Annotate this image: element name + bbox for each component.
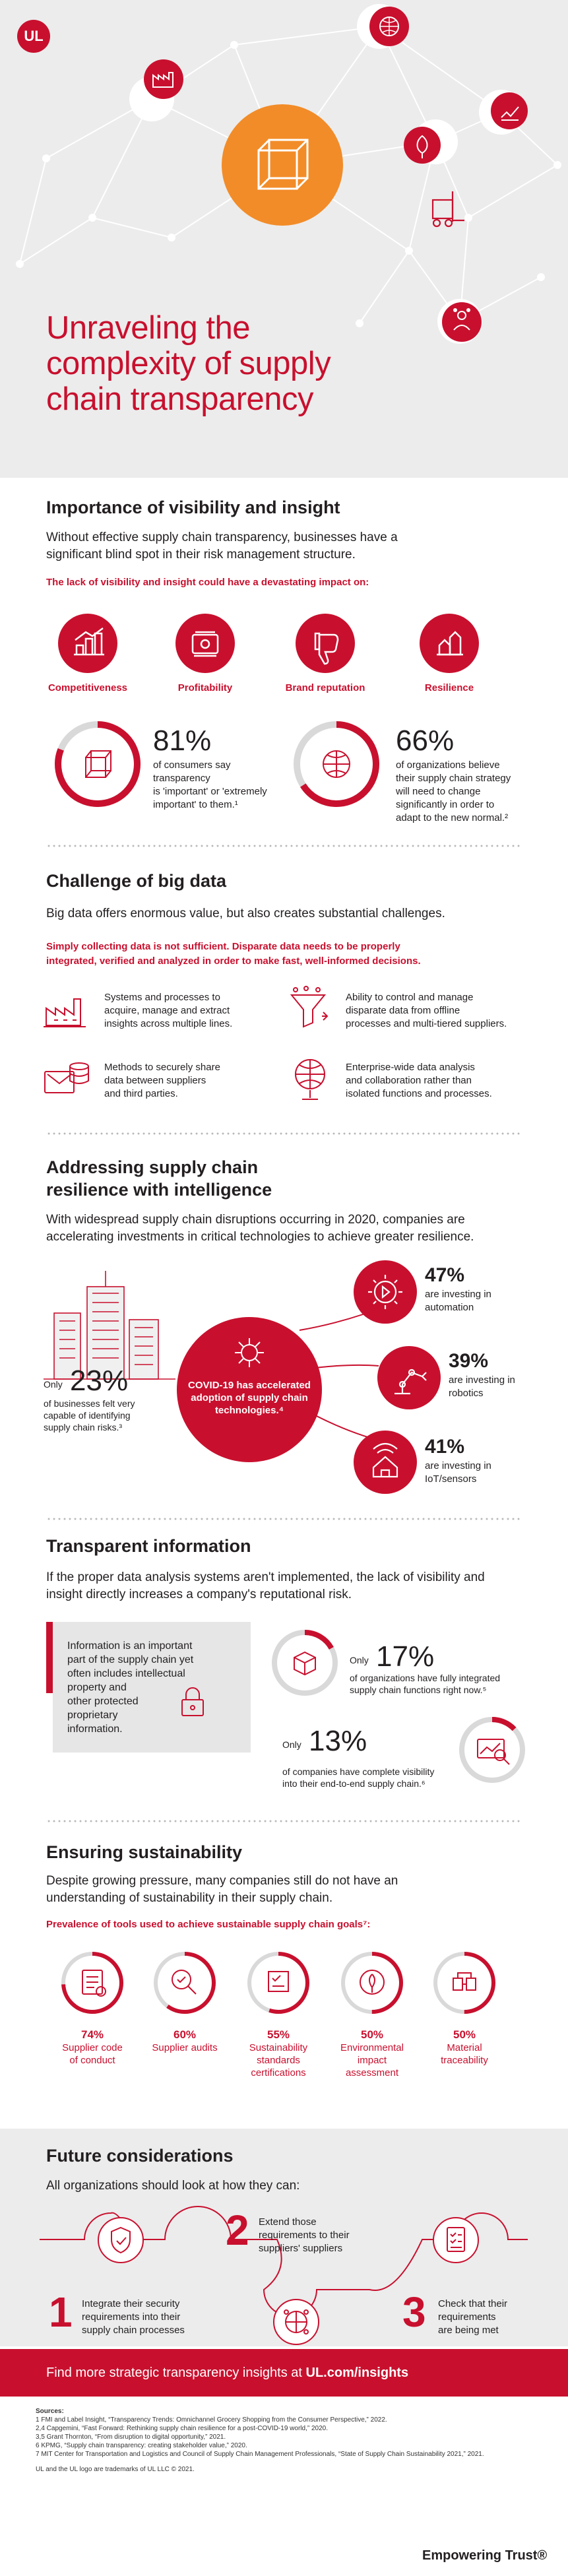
- section-divider: [46, 1518, 522, 1520]
- integration-donut: [269, 1627, 340, 1698]
- bigdata-item3-line3: and third parties.: [104, 1088, 178, 1099]
- bigdata-item2-line2: disparate data from offline: [346, 1005, 460, 1016]
- automation-icon: [354, 1260, 417, 1324]
- bigdata-item2: [346, 991, 530, 1031]
- visibility-heading: Importance of visibility and insight: [46, 498, 340, 517]
- sustain-tool-donut: [326, 1947, 418, 2019]
- bigdata-item2-line3: processes and multi-tiered suppliers.: [346, 1018, 507, 1029]
- info-box-line6: proprietary: [67, 1710, 118, 1721]
- hero-title: [46, 310, 508, 417]
- checklist-icon: [433, 2217, 479, 2263]
- sustain-tool-donut: [139, 1947, 231, 2019]
- visibility-donut: [457, 1714, 528, 1786]
- sustain-tool-label: traceability: [441, 2055, 488, 2066]
- globe-analysis-icon: [284, 1053, 336, 1103]
- virus-icon: [230, 1333, 269, 1372]
- thumbs-down-icon: [296, 614, 355, 673]
- sustain-intro-line2: understanding of sustainability in their supply chain.: [46, 1891, 333, 1905]
- bigdata-item1-line1: Systems and processes to: [104, 992, 220, 1003]
- cta-text-prefix: Find more strategic transparency insights at: [46, 2366, 306, 2380]
- step2-text: [259, 2216, 391, 2255]
- section-divider: [46, 845, 522, 847]
- bigdata-item3-line1: Methods to securely share: [104, 1062, 220, 1073]
- automation-value: 47%: [425, 1264, 465, 1286]
- funnel-icon: [284, 986, 336, 1032]
- step1-number: 1: [49, 2288, 73, 2336]
- hero-title-line3: chain transparency: [46, 381, 314, 417]
- organizations-stat-value: 66%: [396, 724, 455, 757]
- sustain-tool-icon: [453, 1973, 476, 1990]
- step3-text: [438, 2298, 544, 2337]
- covid-line2: adoption of supply chain: [191, 1392, 308, 1403]
- sources-list: [36, 2416, 537, 2459]
- robotics-value: 39%: [449, 1350, 489, 1372]
- step1-text: [82, 2298, 227, 2337]
- step1-line2: requirements into their: [82, 2311, 181, 2323]
- info-box-text: [67, 1639, 239, 1736]
- robotics-text: [449, 1374, 554, 1400]
- sustain-tool-pct: 50%: [360, 2028, 384, 2041]
- sustain-heading: Ensuring sustainability: [46, 1842, 243, 1862]
- sustain-tool-pct: 50%: [453, 2028, 476, 2041]
- sustain-tool: [418, 1947, 511, 2067]
- consumers-stat-value: 81%: [153, 724, 212, 757]
- step3-line1: Check that their: [438, 2298, 508, 2309]
- factory-icon: [41, 986, 94, 1032]
- sources-title: Sources:: [36, 2408, 64, 2415]
- info-box-accent: [46, 1622, 53, 1693]
- step2-line3: suppliers' suppliers: [259, 2243, 343, 2254]
- consumers-stat-text: [153, 759, 285, 812]
- bigdata-item3: [104, 1061, 256, 1101]
- sources: [36, 2407, 537, 2474]
- section-divider: [46, 1132, 522, 1135]
- step1-line3: supply chain processes: [82, 2325, 185, 2336]
- organizations-stat-line4: significantly in order to: [396, 799, 495, 810]
- source-line: 1 FMI and Label Insight, “Transparency Trends: Omnichannel Grocery Shopping from the Consumer Perspective,” 2022.: [36, 2416, 387, 2424]
- section-divider: [46, 1820, 522, 1822]
- integration-line2: supply chain functions right now.⁵: [350, 1685, 487, 1695]
- sustain-tool-label: of conduct: [69, 2055, 115, 2066]
- impact-profitability: Profitability: [177, 682, 233, 693]
- impact-brand-reputation: Brand reputation: [285, 682, 365, 693]
- visibility-lead: The lack of visibility and insight could have a devastating impact on:: [46, 577, 369, 588]
- covid-line1: COVID-19 has accelerated: [188, 1380, 311, 1391]
- iot-line1: are investing in: [425, 1460, 491, 1471]
- sustain-tool-label: standards: [257, 2055, 300, 2066]
- sustain-tool-icon: [268, 1972, 288, 1991]
- competitiveness-icon: [58, 614, 117, 673]
- risks-stat-line3: supply chain risks.³: [44, 1422, 123, 1433]
- resilience-intro-line1: With widespread supply chain disruptions occurring in 2020, companies are: [46, 1213, 465, 1227]
- step3-number: 3: [402, 2288, 426, 2336]
- organizations-donut: [290, 718, 383, 810]
- iot-sensors-icon: [354, 1431, 417, 1494]
- sustain-lead: Prevalence of tools used to achieve sustainable supply chain goals⁷:: [46, 1919, 371, 1930]
- bigdata-item3-line2: data between suppliers: [104, 1075, 206, 1086]
- visibility-text: [282, 1766, 480, 1789]
- integration-only: Only: [350, 1655, 369, 1665]
- cta-link[interactable]: UL.com/insights: [305, 2366, 409, 2380]
- step1-line1: Integrate their security: [82, 2298, 180, 2309]
- bigdata-item4-line2: and collaboration rather than: [346, 1075, 472, 1086]
- resilience-intro-line2: accelerating investments in critical technologies to achieve greater resilience.: [46, 1230, 474, 1244]
- sustain-tool-donut: [46, 1947, 139, 2019]
- source-line: 7 MIT Center for Transportation and Logistics and Council of Supply Chain Management Professionals, “State of Supply Chain Sustainability 2021,” 2021.: [36, 2451, 484, 2458]
- automation-text: [425, 1288, 530, 1314]
- bigdata-item4-line3: isolated functions and processes.: [346, 1088, 492, 1099]
- secure-share-icon: [41, 1056, 94, 1102]
- automation-line2: automation: [425, 1302, 474, 1313]
- iot-line2: IoT/sensors: [425, 1473, 477, 1485]
- future-intro: All organizations should look at how they can:: [46, 2179, 300, 2193]
- impact-resilience: Resilience: [424, 682, 474, 693]
- covid-text: [186, 1379, 313, 1417]
- bigdata-lead: [46, 940, 534, 969]
- sustain-tool: [326, 1947, 418, 2079]
- sustain-tool-donut: [232, 1947, 325, 2019]
- transparent-intro: [46, 1569, 534, 1603]
- info-box-line3: often includes intellectual: [67, 1668, 185, 1679]
- covid-line3: technologies.⁴: [214, 1405, 284, 1416]
- consumers-stat-line2: is 'important' or 'extremely: [153, 786, 267, 797]
- sustain-tool-label: assessment: [345, 2067, 399, 2078]
- bigdata-lead-line2: integrated, verified and analyzed in order to make fast, well-informed decisions.: [46, 955, 421, 967]
- info-box-line7: information.: [67, 1723, 123, 1735]
- step2-line2: requirements to their: [259, 2230, 350, 2241]
- transparent-intro-line2: insight directly increases a company's reputational risk.: [46, 1588, 352, 1601]
- bigdata-item1-line2: acquire, manage and extract: [104, 1005, 230, 1016]
- step3-line2: requirements: [438, 2311, 496, 2323]
- sustain-tool-label: Environmental: [340, 2042, 404, 2053]
- security-shield-icon: [98, 2217, 144, 2263]
- source-line: 6 KPMG, “Supply chain transparency: creating stakeholder value,” 2020.: [36, 2442, 247, 2449]
- impact-competitiveness: Competitiveness: [47, 682, 128, 693]
- visibility-intro-line1: Without effective supply chain transparency, businesses have a: [46, 531, 398, 544]
- step2-number: 2: [226, 2206, 249, 2254]
- tagline: Empowering Trust®: [422, 2548, 548, 2563]
- sustain-tool-label: Sustainability: [249, 2042, 308, 2053]
- consumers-stat-line3: important' to them.¹: [153, 799, 238, 810]
- sustain-tool-label: impact: [357, 2055, 387, 2066]
- bigdata-item4-line1: Enterprise-wide data analysis: [346, 1062, 475, 1073]
- automation-line1: are investing in: [425, 1289, 491, 1300]
- sustain-tool-label: Material: [447, 2042, 482, 2053]
- organizations-stat-line1: of organizations believe: [396, 759, 500, 771]
- future-heading: Future considerations: [46, 2146, 234, 2166]
- step2-line1: Extend those: [259, 2216, 317, 2228]
- step3-line3: are being met: [438, 2325, 499, 2336]
- consumers-stat-line1: of consumers say transparency: [153, 759, 231, 784]
- bigdata-item1: [104, 991, 256, 1031]
- sustain-intro-line1: Despite growing pressure, many companies still do not have an: [46, 1874, 398, 1888]
- profitability-icon: [175, 614, 235, 673]
- visibility-line2: into their end-to-end supply chain.⁶: [282, 1778, 426, 1789]
- integration-line1: of organizations have fully integrated: [350, 1673, 501, 1683]
- bigdata-item2-line1: Ability to control and manage: [346, 992, 474, 1003]
- sustain-tool-icon: [360, 1970, 384, 1994]
- sustain-tool-icon: [82, 1970, 106, 1996]
- only-label: Only: [44, 1379, 63, 1390]
- risks-stat-line1: of businesses felt very: [44, 1398, 135, 1409]
- organizations-stat-text: [396, 759, 528, 825]
- sustain-tool-pct: 55%: [267, 2028, 290, 2041]
- integration-value: 17%: [376, 1640, 435, 1673]
- visibility-intro: [46, 529, 521, 564]
- transparent-intro-line1: If the proper data analysis systems aren't implemented, the lack of visibility and: [46, 1570, 485, 1584]
- resilience-heading: [46, 1156, 272, 1201]
- organizations-stat-line2: their supply chain strategy: [396, 773, 511, 784]
- risks-stat-line2: capable of identifying: [44, 1410, 131, 1421]
- bigdata-item1-line3: insights across multiple lines.: [104, 1018, 233, 1029]
- bigdata-lead-line1: Simply collecting data is not sufficient. Disparate data needs to be properly: [46, 941, 400, 952]
- resilience-heading-line1: Addressing supply chain: [46, 1157, 259, 1177]
- bigdata-heading: Challenge of big data: [46, 871, 227, 891]
- organizations-stat-line3: will need to change: [396, 786, 481, 797]
- lock-icon: [173, 1681, 212, 1721]
- risks-stat-value: 23%: [70, 1365, 129, 1397]
- sustain-tool: [232, 1947, 325, 2079]
- visibility-only: Only: [282, 1739, 301, 1750]
- sustain-tool-pct: 60%: [173, 2028, 197, 2041]
- sustain-tool-icon: [172, 1970, 196, 1994]
- organizations-stat-line5: adapt to the new normal.²: [396, 812, 509, 823]
- source-line: 2,4 Capgemini, “Fast Forward: Rethinking supply chain resilience for a post-COVID-19 world,” 2020.: [36, 2425, 328, 2432]
- sustain-tool: [139, 1947, 231, 2054]
- resilience-heading-line2: resilience with intelligence: [46, 1180, 272, 1200]
- robotics-line1: are investing in: [449, 1374, 515, 1386]
- visibility-line1: of companies have complete visibility: [282, 1766, 435, 1777]
- globe-network-icon: [273, 2299, 319, 2345]
- info-box-line4: property and: [67, 1682, 127, 1693]
- sustain-tool-donut: [418, 1947, 511, 2019]
- sustain-intro: [46, 1873, 534, 1907]
- info-box-line1: Information is an important: [67, 1640, 193, 1652]
- bigdata-item4: [346, 1061, 530, 1101]
- trademark-text: UL and the UL logo are trademarks of UL LLC © 2021.: [36, 2466, 195, 2473]
- visibility-value: 13%: [309, 1725, 367, 1757]
- cta-text: [46, 2364, 408, 2382]
- sustain-tool-label: Supplier code: [62, 2042, 123, 2053]
- sustain-tool-label: Supplier audits: [152, 2042, 218, 2053]
- bigdata-intro: Big data offers enormous value, but also creates substantial challenges.: [46, 907, 445, 920]
- iot-value: 41%: [425, 1436, 465, 1458]
- sustain-tool-label: certifications: [251, 2067, 306, 2078]
- source-line: 3,5 Grant Thornton, “From disruption to digital opportunity,” 2021.: [36, 2433, 226, 2441]
- resilience-intro: [46, 1211, 534, 1246]
- info-box-line2: part of the supply chain yet: [67, 1654, 194, 1665]
- consumers-donut: [51, 718, 144, 810]
- resilience-icon: [420, 614, 479, 673]
- hero-title-line2: complexity of supply: [46, 346, 331, 381]
- iot-text: [425, 1460, 530, 1486]
- sustain-tool-pct: 74%: [80, 2028, 104, 2041]
- robotics-line2: robotics: [449, 1388, 484, 1399]
- robotics-icon: [377, 1346, 441, 1409]
- info-box-line5: other protected: [67, 1696, 139, 1707]
- hero-title-line1: Unraveling the: [46, 310, 250, 346]
- visibility-intro-line2: significant blind spot in their risk management structure.: [46, 548, 356, 562]
- sustain-tool: [46, 1947, 139, 2067]
- transparent-heading: Transparent information: [46, 1536, 251, 1556]
- integration-text: [350, 1672, 534, 1696]
- ul-logo[interactable]: UL: [17, 20, 50, 53]
